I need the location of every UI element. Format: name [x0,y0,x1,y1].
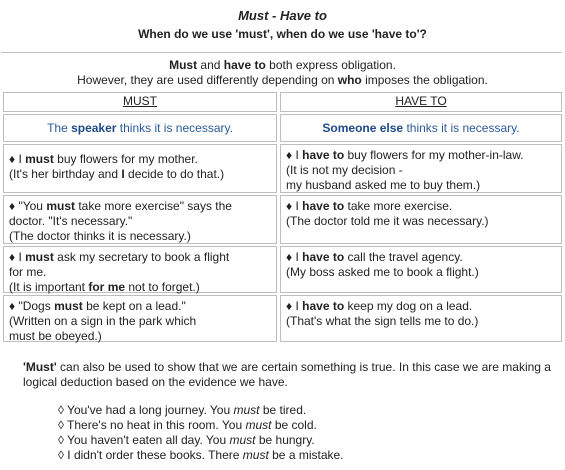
example-text: keep my dog on a lead. [344,299,473,313]
haveto-example-2 [280,195,562,244]
deduction-text: be tired. [259,403,307,417]
diamond-outline-icon: ◊ [58,448,64,462]
example-text: ask my secretary to book a flight [53,250,230,264]
example-text: (The doctor told me it was necessary.) [286,214,489,228]
note-text: can also be used to show that we are certain something is true. In this case we are making a logical deduction based on the evidence we have. [23,360,551,389]
example-text: my husband asked me to buy them.) [286,178,481,192]
deduction-text: I didn't order these books. There [63,448,243,462]
must-example-2 [3,195,277,244]
example-keyword: have to [302,199,345,213]
page-subtitle: When do we use 'must', when do we use 'have to'? [138,27,427,41]
bullet-icon: ♦ [286,250,293,264]
deduction-examples [58,403,344,463]
def-text: The [47,121,72,135]
example-text: "Dogs [15,299,55,313]
example-text: (That's what the sign tells me to do.) [286,314,479,328]
example-keyword: have to [302,299,345,313]
bullet-icon: ♦ [9,299,16,313]
def-speaker: speaker [71,121,117,135]
haveto-example-1 [280,144,562,193]
intro-must: Must [169,58,198,72]
bullet-icon: ♦ [9,152,16,166]
diamond-outline-icon: ◊ [58,418,64,432]
deduction-item [58,403,344,418]
example-text: I [292,199,303,213]
example-text: I [292,299,303,313]
example-text: I [292,148,303,162]
intro-line-2 [0,73,565,88]
intro-who: who [337,73,362,87]
diamond-outline-icon: ◊ [58,433,64,447]
example-keyword: must [54,299,83,313]
haveto-column-header: HAVE TO [280,92,562,112]
example-keyword: have to [302,250,345,264]
example-text: not to forget.) [125,280,200,294]
example-text: take more exercise. [344,199,453,213]
example-text: for me. [9,265,47,279]
example-text: take more exercise" says the [74,199,232,213]
example-keyword: must [25,152,54,166]
must-example-1 [3,144,277,193]
haveto-definition [280,114,562,142]
deduction-text: You've had a long journey. You [63,403,234,417]
example-keyword: must [25,250,54,264]
example-text: call the travel agency. [344,250,463,264]
note-must: 'Must' [23,360,57,374]
example-text: (My boss asked me to book a flight.) [286,265,479,279]
page-title: Must - Have to [238,8,327,23]
bullet-icon: ♦ [9,250,16,264]
def-text: thinks it is necessary. [403,121,520,135]
example-text: decide to do that.) [124,167,225,181]
deduction-text: be hungry. [255,433,315,447]
deduction-item [58,448,344,463]
def-text: thinks it is necessary. [116,121,233,135]
intro-text [0,58,565,88]
intro-line-1 [0,58,565,73]
bullet-icon: ♦ [286,148,293,162]
deduction-text: There's no heat in this room. You [63,418,246,432]
example-keyword: I [121,167,125,181]
example-text: doctor. "It's necessary." [9,214,133,228]
must-column-header: MUST [3,92,277,112]
bullet-icon: ♦ [286,199,293,213]
deduction-text: You haven't eaten all day. You [63,433,230,447]
deduction-keyword: must [245,418,272,432]
deduction-keyword: must [229,433,256,447]
example-text: buy flowers for my mother. [53,152,198,166]
example-text: (It's her birthday and [9,167,122,181]
example-text: (The doctor thinks it is necessary.) [9,229,191,243]
diamond-outline-icon: ◊ [58,403,64,417]
must-example-4 [3,295,277,342]
example-text: I [292,250,303,264]
haveto-example-4 [280,295,562,342]
example-text: "You [15,199,47,213]
deduction-item [58,418,344,433]
example-text: I [15,250,26,264]
example-keyword: have to [302,148,345,162]
example-keyword: must [46,199,75,213]
def-someone-else: Someone else [322,121,404,135]
intro-text-part: and [197,58,224,72]
example-text: must be obeyed.) [9,329,102,343]
example-text: (Written on a sign in the park which [9,314,197,328]
example-text: be kept on a lead." [82,299,186,313]
deduction-text: be cold. [271,418,317,432]
haveto-example-3 [280,246,562,293]
example-text: buy flowers for my mother-in-law. [344,148,524,162]
intro-text-part: both express obligation. [265,58,396,72]
intro-text-part: However, they are used differently depending on [77,73,338,87]
example-text: (It is important [9,280,89,294]
deduction-text: be a mistake. [268,448,344,462]
must-definition [3,114,277,142]
intro-haveto: have to [223,58,266,72]
deduction-item [58,433,344,448]
deduction-note [23,360,553,390]
bullet-icon: ♦ [9,199,16,213]
example-text: (It is not my decision - [286,163,403,177]
deduction-keyword: must [242,448,269,462]
deduction-keyword: must [233,403,260,417]
must-example-3 [3,246,277,293]
intro-text-part: imposes the obligation. [361,73,488,87]
example-keyword: for me [88,280,126,294]
bullet-icon: ♦ [286,299,293,313]
example-text: I [15,152,26,166]
